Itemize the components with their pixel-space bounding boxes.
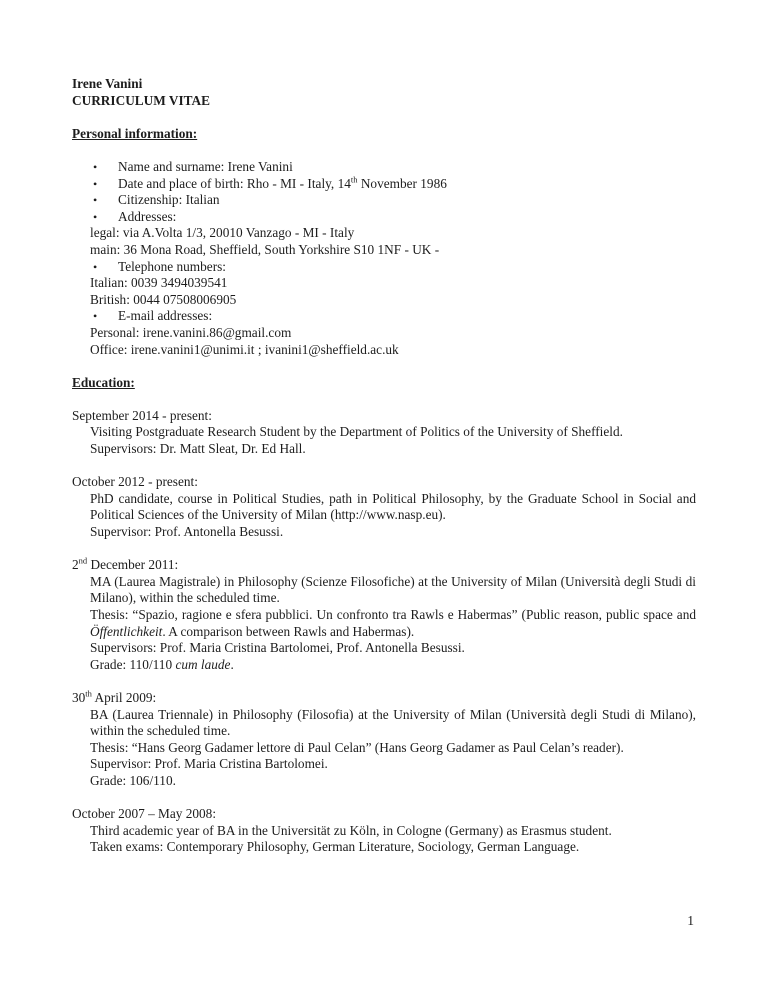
entry-thesis: Thesis: “Spazio, ragione e sfera pubblici. Un confronto tra Rawls e Habermas” (Public reason, public space and Öffentlichkeit. A comparison between Rawls and Habermas). [90, 607, 696, 639]
entry-body [90, 707, 696, 790]
personal-info-list [72, 159, 696, 358]
entry-grade: Grade: 106/110. [90, 772, 176, 788]
doc-title: CURRICULUM VITAE [72, 92, 211, 108]
bullet-icon: • [93, 209, 98, 224]
entry-supervisors: Supervisor: Prof. Antonella Besussi. [90, 524, 284, 540]
education-entry [72, 408, 696, 458]
cv-content [72, 76, 696, 873]
entry-supervisors: Supervisors: Dr. Matt Sleat, Dr. Ed Hall. [90, 441, 306, 457]
bullet-item-email [72, 308, 696, 325]
section-heading-education: Education: [72, 374, 135, 390]
bullet-item-birth-text: Date and place of birth: Rho - MI - Italy, 14th November 1986 [118, 174, 447, 191]
address-line-main: main: 36 Mona Road, Sheffield, South Yorkshire S10 1NF - UK - [90, 241, 440, 257]
education-entry [72, 474, 696, 540]
ordinal-superscript: th [85, 688, 92, 699]
entry-date: 2nd December 2011: [72, 555, 179, 573]
bullet-icon: • [93, 193, 98, 208]
bullet-item-addresses [72, 209, 696, 226]
address-line-legal: legal: via A.Volta 1/3, 20010 Vanzago - MI - Italy [90, 225, 355, 241]
entry-date: October 2007 – May 2008: [72, 806, 217, 822]
bullet-item-citizenship-text: Citizenship: Italian [118, 192, 220, 208]
entry-description: BA (Laurea Triennale) in Philosophy (Filosofia) at the University of Milan (Università degli Studi di Milano), within the scheduled time. [90, 706, 696, 739]
entry-grade: Grade: 110/110 cum laude. [90, 656, 234, 672]
bullet-icon: • [93, 159, 98, 174]
grade-italic-term: cum laude [175, 656, 231, 672]
thesis-italic-term: Öffentlichkeit [90, 623, 163, 639]
education-entry [72, 690, 696, 790]
page-number: 1 [687, 913, 694, 928]
bullet-item-citizenship [72, 192, 696, 209]
entry-supervisors: Supervisor: Prof. Maria Cristina Bartolomei. [90, 756, 328, 772]
entry-date: 30th April 2009: [72, 688, 157, 705]
section-heading-personal: Personal information: [72, 125, 198, 141]
entry-description: PhD candidate, course in Political Studies, path in Political Philosophy, by the Graduate School in Social and Political Sciences of the University of Milan (http://www.nasp.eu). [90, 490, 696, 523]
education-entry [72, 557, 696, 673]
entry-thesis: Thesis: “Hans Georg Gadamer lettore di Paul Celan” (Hans Georg Gadamer as Paul Celan’s reader). [90, 739, 624, 755]
entry-body [90, 424, 696, 457]
bullet-icon: • [93, 309, 98, 324]
entry-supervisors: Supervisors: Prof. Maria Cristina Bartolomei, Prof. Antonella Besussi. [90, 640, 465, 656]
bullet-item-name [72, 159, 696, 176]
bullet-item-name-text: Name and surname: Irene Vanini [118, 158, 293, 174]
entry-description: Third academic year of BA in the Universität zu Köln, in Cologne (Germany) as Erasmus student. [90, 822, 612, 838]
entry-date: September 2014 - present: [72, 407, 212, 423]
email-line-office: Office: irene.vanini1@unimi.it ; ivanini1@sheffield.ac.uk [90, 341, 399, 357]
ordinal-superscript: th [350, 174, 358, 185]
telephone-line-british: British: 0044 07508006905 [90, 291, 237, 307]
education-entry [72, 806, 696, 856]
telephone-line-italian: Italian: 0039 3494039541 [90, 275, 228, 291]
author-name: Irene Vanini [72, 76, 143, 91]
header-block [72, 76, 696, 109]
ordinal-superscript: nd [78, 555, 88, 566]
entry-description: MA (Laurea Magistrale) in Philosophy (Scienze Filosofiche) at the University of Milan (Università degli Studi di Milano), within the scheduled time. [90, 573, 696, 606]
bullet-item-telephone [72, 259, 696, 276]
bullet-icon: • [93, 259, 98, 274]
entry-description: Visiting Postgraduate Research Student by the Department of Politics of the University of Sheffield. [90, 424, 623, 440]
bullet-item-telephone-text: Telephone numbers: [118, 258, 226, 274]
entry-exams: Taken exams: Contemporary Philosophy, German Literature, Sociology, German Language. [90, 839, 580, 855]
bullet-icon: • [93, 176, 98, 191]
entry-body [90, 823, 696, 856]
entry-date: October 2012 - present: [72, 474, 198, 490]
bullet-item-birth [72, 176, 696, 193]
entry-body [90, 491, 696, 541]
bullet-item-addresses-text: Addresses: [118, 208, 177, 224]
bullet-item-email-text: E-mail addresses: [118, 308, 213, 324]
entry-body [90, 574, 696, 674]
email-line-personal: Personal: irene.vanini.86@gmail.com [90, 324, 292, 340]
